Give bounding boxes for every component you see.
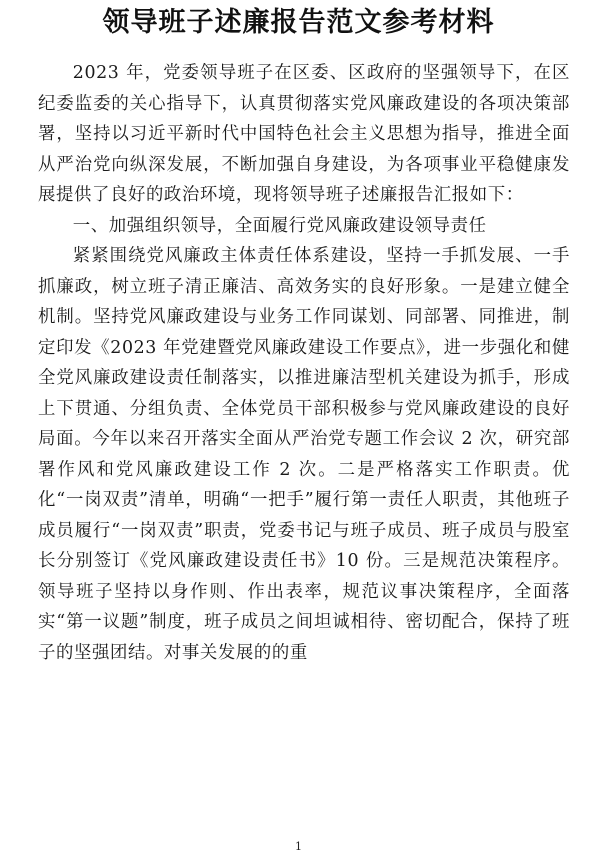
document-title: 领导班子述廉报告范文参考材料 (102, 7, 495, 38)
document-body (38, 58, 570, 668)
section-heading-1: 一、加强组织领导，全面履行党风廉政建设领导责任 (72, 215, 487, 236)
paragraph-section-1: 紧紧围绕党风廉政主体责任体系建设，坚持一手抓发展、一手抓廉政，树立班子清正廉洁、高效务实的良好形象。一是建立健全机制。坚持党风廉政建设与业务工作同谋划、同部署、同推进，制定印发《2023 年党建暨党风廉政建设工作要点》，进一步强化和健全党风廉政建设责任制落实，以推进廉洁型机关建设为抓手，形成上下贯通、分组负责、全体党员干部积极参与党风廉政建设的良好局面。今年以来召开落实全面从严治党专题工作会议 2 次，研究部署作风和党风廉政建设工作 2 次。二是严格落实工作职责。优化“一岗双责”清单，明确“一把手”履行第一责任人职责，其他班子成员履行“一岗双责”职责，党委书记与班子成员、班子成员与股室长分别签订《党风廉政建设责任书》10 份。三是规范决策程序。领导班子坚持以身作则、作出表率，规范议事决策程序，全面落实“第一议题”制度，班子成员之间坦诚相待、密切配合，保持了班子的坚强团结。对事关发展的的重 (38, 246, 570, 663)
page-number: 1 (295, 840, 302, 853)
paragraph-intro: 2023 年，党委领导班子在区委、区政府的坚强领导下，在区纪委监委的关心指导下，认真贯彻落实党风廉政建设的各项决策部署，坚持以习近平新时代中国特色社会主义思想为指导，推进全面从严治党向纵深发展，不断加强自身建设，为各项事业平稳健康发展提供了良好的政治环境，现将领导班子述廉报告汇报如下： (38, 63, 570, 205)
